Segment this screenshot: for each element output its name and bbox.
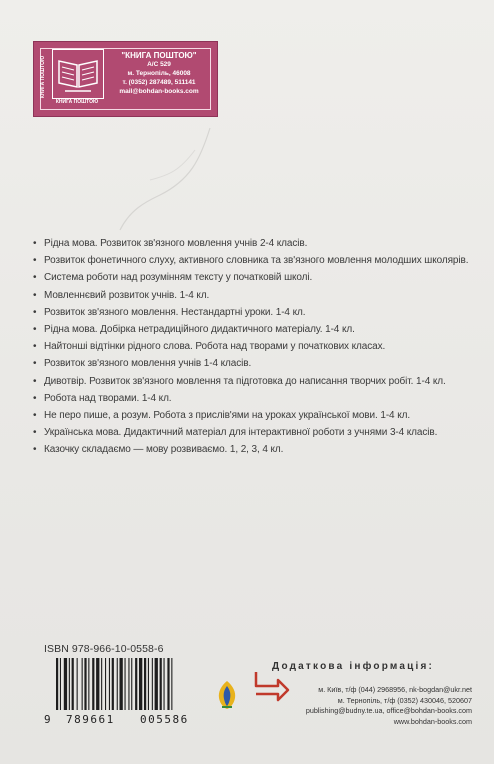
list-item [33,304,488,321]
list-item [33,252,488,269]
list-item [33,407,488,424]
barcode-bar [120,658,123,710]
book-title: Казочку складаємо — мову розвиваємо. 1, 2, 3, 4 кл. [44,444,284,456]
bullet-icon: • [33,358,37,370]
list-item [33,441,488,458]
list-item [33,269,488,286]
bullet-icon: • [33,427,37,439]
book-title: Рідна мова. Добірка нетрадиційного дидактичного матеріалу. 1-4 кл. [44,323,355,335]
list-item [33,390,488,407]
barcode-bar [92,658,94,710]
barcode-bar [88,658,89,710]
barcode-bar [139,658,142,710]
book-list [33,235,488,458]
contact-line: www.bohdan-books.com [393,716,472,726]
list-item [33,235,488,252]
barcode-bar [101,658,102,710]
barcode-middle-digits: 789661 [66,713,115,726]
bullet-icon: • [33,289,37,301]
book-title: Рідна мова. Розвиток зв'язного мовлення учнів 2-4 класів. [44,238,308,249]
stamp-title: "КНИГА ПОШТОЮ" [121,51,197,60]
list-item [33,424,488,441]
barcode-bar [155,658,158,710]
bullet-icon: • [33,255,37,267]
barcode-bar [164,658,165,710]
barcode-bar [56,658,58,710]
mail-order-stamp [33,41,218,117]
barcode-bar [148,658,149,710]
barcode-bar [60,658,61,710]
barcode-bar [144,658,146,710]
bullet-icon: • [33,306,37,318]
paper-scribble [100,120,230,240]
barcode-bar [171,658,172,710]
barcode-bars [54,658,204,714]
book-title: Система роботи над розумінням тексту у початковій школі. [44,272,313,284]
barcode-bar [131,658,132,710]
barcode-bar [128,658,129,710]
additional-info-title: Додаткова інформація: [272,661,435,672]
barcode-last-digits: 005586 [140,713,189,726]
stamp-email: mail@bohdan-books.com [119,88,199,95]
bullet-icon: • [33,323,37,335]
barcode-bar [72,658,74,710]
book-title: Розвиток зв'язного мовлення. Нестандартні уроки. 1-4 кл. [44,306,306,318]
stamp-side-text [37,48,49,106]
barcode-first-digit: 9 [44,713,51,726]
book-title: Розвиток фонетичного слуху, активного словника та зв'язного мовлення молодших школярів. [44,255,469,267]
book-icon [52,49,104,99]
stamp-address [104,51,214,96]
bullet-icon: • [33,272,37,284]
bullet-icon: • [33,409,37,421]
book-title: Українська мова. Дидактичний матеріал для інтерактивної роботи з учнями 3-4 класів. [44,427,438,439]
barcode-bar [125,658,126,710]
contact-line: м. Київ, т/ф (044) 2968956, nk-bogdan@ukr.net [318,685,472,694]
list-item [33,287,488,304]
barcode-bar [112,658,114,710]
stamp-city: м. Тернопіль, 46008 [127,70,191,77]
bullet-icon: • [33,341,37,353]
book-title: Розвиток зв'язного мовлення учнів 1-4 класів. [44,358,252,370]
contact-line: м. Тернопіль, т/ф (0352) 430046, 520607 [337,695,472,705]
barcode-bar [135,658,137,710]
bullet-icon: • [33,238,37,249]
stamp-logo-caption: КНИГА ПОШТОЮ [55,99,99,105]
book-title: Не перо пише, а розум. Робота з прислів'ями на уроках української мови. 1-4 кл. [44,409,410,421]
barcode-bar [69,658,70,710]
barcode-bar [152,658,153,710]
bullet-icon: • [33,444,37,456]
list-item [33,321,488,338]
book-title: Мовленнєвий розвиток учнів. 1-4 кл. [44,289,210,301]
list-item [33,373,488,390]
barcode-bar [117,658,118,710]
stamp-box: А/С 529 [147,61,171,68]
barcode-bar [64,658,67,710]
barcode-bar [82,658,83,710]
isbn-number: ISBN 978-966-10-0558-6 [44,643,164,655]
contact-lines [272,685,472,727]
barcode-bar [84,658,86,710]
book-title: Робота над творами. 1-4 кл. [44,392,172,404]
barcode-bar [160,658,162,710]
barcode-bar [77,658,78,710]
book-title: Найтонші відтінки рідного слова. Робота над творами у початкових класах. [44,341,386,353]
publisher-logo-icon [216,680,238,710]
barcode-bar [96,658,99,710]
stamp-phone: т. (0352) 287489, 511141 [122,79,196,86]
book-title: Дивотвір. Розвиток зв'язного мовлення та підготовка до написання творчих робіт. 1-4 кл. [44,375,446,387]
barcode [44,658,212,714]
list-item [33,355,488,372]
barcode-bar [167,658,169,710]
barcode-bar [105,658,106,710]
contact-line: publishing@budny.te.ua, office@bohdan-books.com [305,706,472,715]
list-item [33,338,488,355]
barcode-bar [109,658,110,710]
stamp-side-label: КНИГА ПОШТОЮ [40,55,47,99]
bullet-icon: • [33,375,37,387]
bullet-icon: • [33,392,37,404]
